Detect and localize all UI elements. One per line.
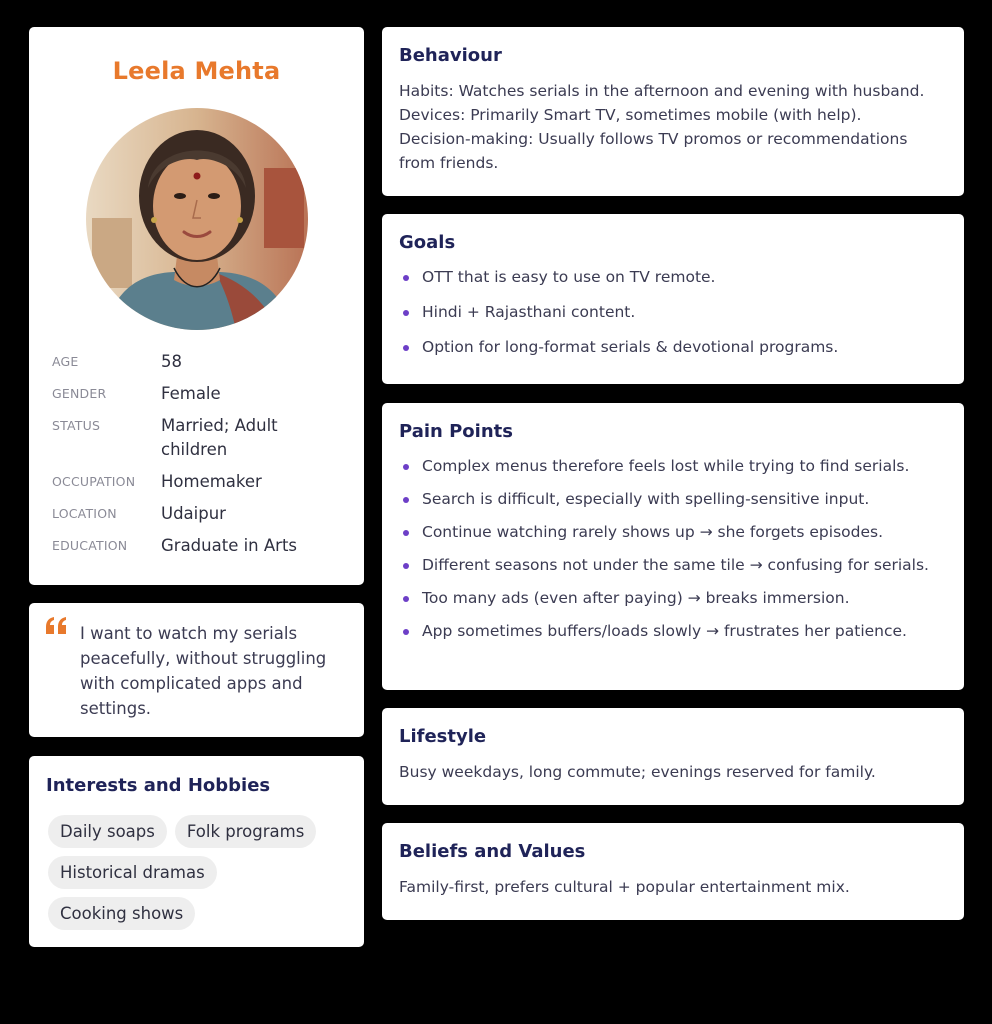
detail-key: STATUS: [52, 418, 101, 433]
detail-key: OCCUPATION: [52, 474, 136, 489]
interest-tag: Cooking shows: [48, 897, 195, 930]
detail-key: AGE: [52, 354, 79, 369]
list-item: Option for long-format serials & devotional programs.: [399, 336, 947, 359]
detail-education: [52, 534, 352, 558]
behaviour-card: [382, 27, 964, 196]
detail-location: [52, 502, 352, 526]
goals-card: [382, 214, 964, 384]
detail-value: Homemaker: [161, 472, 262, 491]
behaviour-habits: Habits: Watches serials in the afternoon and evening with husband.: [399, 82, 925, 100]
pain-points-card: [382, 403, 964, 690]
detail-key: GENDER: [52, 386, 107, 401]
beliefs-title: Beliefs and Values: [399, 841, 586, 862]
interest-tag: Historical dramas: [48, 856, 217, 889]
portrait-illustration: [86, 108, 308, 330]
list-item: Complex menus therefore feels lost while trying to find serials.: [399, 455, 947, 478]
detail-status: [52, 414, 352, 462]
list-item: Different seasons not under the same tile → confusing for serials.: [399, 554, 947, 577]
detail-gender: [52, 382, 352, 406]
detail-value: Female: [161, 384, 221, 403]
list-item: Hindi + Rajasthani content.: [399, 301, 947, 324]
interests-card: [29, 756, 364, 947]
list-item: Too many ads (even after paying) → breaks immersion.: [399, 587, 947, 610]
profile-card: [29, 27, 364, 585]
goals-title: Goals: [399, 232, 456, 253]
detail-key: EDUCATION: [52, 538, 128, 553]
persona-name: Leela Mehta: [112, 57, 281, 85]
detail-value: 58: [161, 352, 182, 371]
quote-mark-icon: [44, 615, 70, 641]
behaviour-devices: Devices: Primarily Smart TV, sometimes mobile (with help).: [399, 106, 862, 124]
detail-key: LOCATION: [52, 506, 117, 521]
list-item: Continue watching rarely shows up → she forgets episodes.: [399, 521, 947, 544]
avatar: [86, 108, 308, 330]
persona-details: [52, 350, 352, 566]
lifestyle-text: Busy weekdays, long commute; evenings reserved for family.: [399, 763, 876, 781]
detail-occupation: [52, 470, 352, 494]
pain-points-title: Pain Points: [399, 421, 513, 442]
interest-tag: Folk programs: [175, 815, 316, 848]
detail-value: Graduate in Arts: [161, 536, 298, 555]
lifestyle-title: Lifestyle: [399, 726, 487, 747]
quote-text: I want to watch my serials peacefully, without struggling with complicated apps and settings.: [80, 624, 327, 718]
list-item: App sometimes buffers/loads slowly → frustrates her patience.: [399, 620, 947, 643]
interest-tags: [48, 815, 353, 930]
behaviour-title: Behaviour: [399, 45, 502, 66]
list-item: Search is difficult, especially with spelling-sensitive input.: [399, 488, 947, 511]
beliefs-card: [382, 823, 964, 920]
interests-title: Interests and Hobbies: [46, 775, 271, 796]
behaviour-decision: Decision-making: Usually follows TV promos or recommendations from friends.: [399, 130, 908, 172]
detail-value: Married; Adult children: [161, 416, 278, 459]
list-item: OTT that is easy to use on TV remote.: [399, 266, 947, 289]
pain-points-list: [399, 455, 947, 643]
interest-tag: Daily soaps: [48, 815, 167, 848]
beliefs-text: Family-first, prefers cultural + popular entertainment mix.: [399, 878, 850, 896]
detail-value: Udaipur: [161, 504, 226, 523]
quote-card: [29, 603, 364, 737]
lifestyle-card: [382, 708, 964, 805]
goals-list: [399, 266, 947, 359]
detail-age: [52, 350, 352, 374]
